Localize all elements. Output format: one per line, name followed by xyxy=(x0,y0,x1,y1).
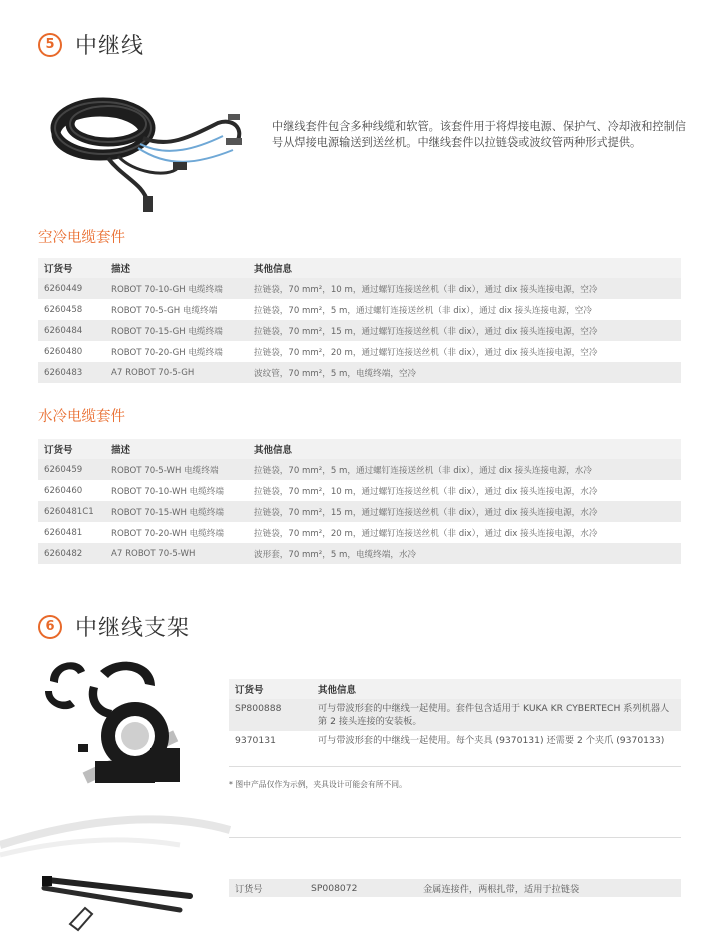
table-bottom-rule xyxy=(229,766,681,767)
section-title: 中继线支架 xyxy=(75,616,191,641)
table-row xyxy=(38,362,681,383)
cell-description: ROBOT 70-5-GH 电缆终端 xyxy=(105,299,248,320)
cable-ties-image xyxy=(40,858,200,937)
cell-description: ROBOT 70-15-GH 电缆终端 xyxy=(105,320,248,341)
table-row xyxy=(38,522,681,543)
table-header-row xyxy=(38,258,681,278)
col-header-order-no: 订货号 xyxy=(229,679,312,699)
cell-label: 订货号 xyxy=(235,884,263,895)
cell-info: 拉链袋，70 mm²，10 m，通过螺钉连接送丝机（非 dix），通过 dix 接头连接电源，水冷 xyxy=(248,480,681,501)
table-row xyxy=(38,341,681,362)
col-header-info: 其他信息 xyxy=(248,439,681,459)
cell-description: ROBOT 70-5-WH 电缆终端 xyxy=(105,459,248,480)
table-row xyxy=(38,480,681,501)
table-row xyxy=(38,459,681,480)
table-row xyxy=(229,731,681,750)
bracket-table xyxy=(229,679,681,750)
section-title: 中继线 xyxy=(75,34,145,59)
trunk-line-bracket-image xyxy=(40,656,220,791)
air-cooled-table xyxy=(38,258,681,383)
table-row xyxy=(38,278,681,299)
trunk-line-cable-image xyxy=(48,78,253,218)
table-header-row xyxy=(229,679,681,699)
cell-info: 拉链袋，70 mm²，20 m，通过螺钉连接送丝机（非 dix），通过 dix 接头连接电源，空冷 xyxy=(248,341,681,362)
section-number-badge: 6 xyxy=(38,615,62,639)
table-row xyxy=(38,299,681,320)
cell-order-no: 6260481C1 xyxy=(38,501,105,522)
cell-info: 波形套，70 mm²，5 m，电缆终端，水冷 xyxy=(248,543,681,564)
cell-order-no: 6260484 xyxy=(38,320,105,341)
cell-description: ROBOT 70-20-WH 电缆终端 xyxy=(105,522,248,543)
section-number-badge: 5 xyxy=(38,33,62,57)
cell-order-no: 6260482 xyxy=(38,543,105,564)
cell-info: 可与带波形套的中继线一起使用。套件包含适用于 KUKA KR CYBERTECH 系列机器人第 2 接头连接的安装板。 xyxy=(312,699,681,731)
table-row xyxy=(38,320,681,341)
cell-description: ROBOT 70-20-GH 电缆终端 xyxy=(105,341,248,362)
cell-description: A7 ROBOT 70-5-WH xyxy=(105,543,248,564)
col-header-info: 其他信息 xyxy=(248,258,681,278)
decorative-swoosh xyxy=(0,800,709,860)
cell-info: 拉链袋，70 mm²，5 m，通过螺钉连接送丝机（非 dix），通过 dix 接头连接电源，空冷 xyxy=(248,299,681,320)
cell-order-no: 6260483 xyxy=(38,362,105,383)
col-header-info: 其他信息 xyxy=(312,679,681,699)
cell-info: 拉链袋，70 mm²，10 m，通过螺钉连接送丝机（非 dix），通过 dix 接头连接电源，空冷 xyxy=(248,278,681,299)
cell-description: ROBOT 70-15-WH 电缆终端 xyxy=(105,501,248,522)
intro-paragraph: 中继线套件包含多种线缆和软管。该套件用于将焊接电源、保护气、冷却液和控制信号从焊接电源输送到送丝机。中继线套件以拉链袋或波纹管两种形式提供。 xyxy=(272,120,686,149)
cell-order-no: 6260480 xyxy=(38,341,105,362)
cell-info: 拉链袋，70 mm²，20 m，通过螺钉连接送丝机（非 dix），通过 dix 接头连接电源，水冷 xyxy=(248,522,681,543)
cell-order-no: SP800888 xyxy=(229,699,312,731)
footnote: * 图中产品仅作为示例，夹具设计可能会有所不同。 xyxy=(229,780,407,789)
section-5-header xyxy=(38,29,144,60)
col-header-description: 描述 xyxy=(105,439,248,459)
cell-info: 可与带波形套的中继线一起使用。每个夹具 (9370131) 还需要 2 个夹爪 (9370133) xyxy=(312,731,681,750)
col-header-order-no: 订货号 xyxy=(38,439,105,459)
cell-order-no: 6260458 xyxy=(38,299,105,320)
section-divider xyxy=(229,837,681,838)
table-row xyxy=(38,543,681,564)
cell-info: 波纹管，70 mm²，5 m，电缆终端，空冷 xyxy=(248,362,681,383)
cell-order-no: 6260481 xyxy=(38,522,105,543)
cell-info: 金属连接件，两根扎带，适用于拉链袋 xyxy=(423,884,580,895)
col-header-order-no: 订货号 xyxy=(38,258,105,278)
cell-description: A7 ROBOT 70-5-GH xyxy=(105,362,248,383)
cell-order-no: 6260460 xyxy=(38,480,105,501)
section-6-header xyxy=(38,611,190,642)
cell-description: ROBOT 70-10-GH 电缆终端 xyxy=(105,278,248,299)
table-row xyxy=(229,699,681,731)
cell-description: ROBOT 70-10-WH 电缆终端 xyxy=(105,480,248,501)
cell-order-no: 9370131 xyxy=(229,731,312,750)
cable-tie-row xyxy=(229,879,681,897)
table-header-row xyxy=(38,439,681,459)
cell-info: 拉链袋，70 mm²，5 m，通过螺钉连接送丝机（非 dix），通过 dix 接头连接电源，水冷 xyxy=(248,459,681,480)
water-cooled-table xyxy=(38,439,681,564)
cell-info: 拉链袋，70 mm²，15 m，通过螺钉连接送丝机（非 dix），通过 dix 接头连接电源，水冷 xyxy=(248,501,681,522)
cell-order-no: 6260449 xyxy=(38,278,105,299)
table-row xyxy=(38,501,681,522)
col-header-description: 描述 xyxy=(105,258,248,278)
water-cooled-title: 水冷电缆套件 xyxy=(38,409,125,425)
cell-order-no: SP008072 xyxy=(311,882,358,894)
cell-info: 拉链袋，70 mm²，15 m，通过螺钉连接送丝机（非 dix），通过 dix 接头连接电源，空冷 xyxy=(248,320,681,341)
cell-order-no: 6260459 xyxy=(38,459,105,480)
air-cooled-title: 空冷电缆套件 xyxy=(38,230,125,246)
